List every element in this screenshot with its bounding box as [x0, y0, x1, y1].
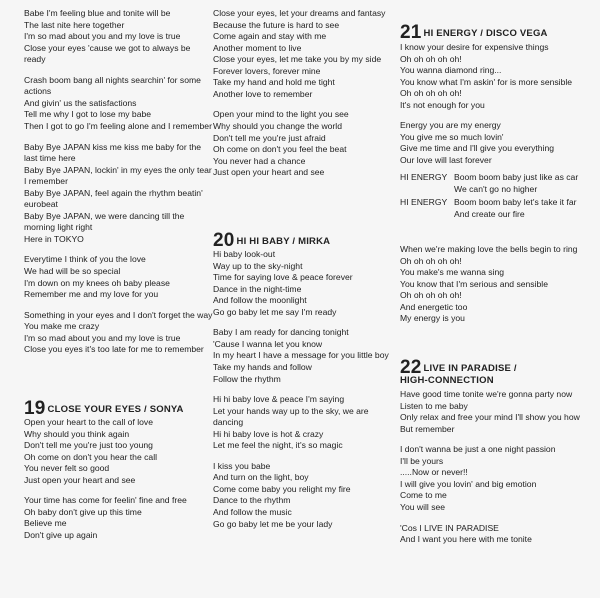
lyric-line: Because the future is hard to see	[213, 19, 340, 30]
lyric-line: You will see	[400, 501, 446, 512]
lyric-line: Close your eyes, let me take you by my side	[213, 54, 382, 65]
lyric-line: I don't wanna be just a one night passion	[400, 444, 556, 455]
lyric-line: You make me crazy	[24, 321, 100, 332]
lyric-line: But remember	[400, 423, 455, 434]
lyric-line: Our love will last forever	[400, 154, 492, 165]
lyric-line: Close your eyes, let your dreams and fantasy	[213, 8, 386, 18]
track-title: CLOSE YOUR EYES / SONYA	[47, 404, 184, 415]
lyric-line: Babe I'm feeling blue and tonite will be	[24, 8, 171, 18]
lyric-line: dancing	[213, 417, 244, 428]
lyric-line: Don't give up again	[24, 529, 98, 540]
lyric-line: actions	[24, 86, 52, 97]
lyric-line: Hi hi baby love & peace I'm saying	[213, 394, 345, 405]
track-title: LIVE IN PARADISE /	[423, 363, 517, 374]
lyric-line: Why should you think again	[24, 428, 130, 439]
lyric-line: Don't tell me you're just too young	[24, 440, 153, 451]
lyric-line: You know what I'm askin' for is more sensible	[400, 76, 573, 87]
lyric-line: Baby I am ready for dancing tonight	[213, 327, 349, 338]
lyric-line: You give me so much lovin'	[400, 131, 504, 142]
lyric-line: Follow the rhythm	[213, 373, 281, 384]
chorus-line: Boom boom baby let's take it far	[454, 196, 577, 207]
lyric-line: Forever lovers, forever mine	[213, 65, 321, 76]
lyric-line: Hi baby look-out	[213, 249, 276, 259]
lyric-line: Oh come on don't you feel the beat	[213, 144, 347, 155]
lyric-line: Dance to the rhythm	[213, 495, 291, 506]
lyric-line: Time for saying love & peace forever	[213, 272, 353, 283]
lyric-line: Come again and stay with me	[213, 31, 327, 42]
lyric-line: Don't tell me you're just afraid	[213, 132, 326, 143]
lyric-line: Open your heart to the call of love	[24, 417, 153, 427]
lyric-line: Just open your heart and see	[213, 167, 325, 178]
track-number: 20	[213, 230, 235, 251]
lyric-line: Let your hands way up to the sky, we are	[213, 405, 369, 416]
lyric-line: And energetic too	[400, 301, 468, 312]
lyric-line: Everytime I think of you the love	[24, 254, 146, 265]
lyric-line: Energy you are my energy	[400, 120, 501, 131]
lyric-line: And givin' us the satisfactions	[24, 97, 137, 108]
lyric-line: Why should you change the world	[213, 120, 342, 131]
lyric-line: Close your eyes 'cause we got to always be	[24, 42, 191, 53]
chorus-line: We can't go no higher	[454, 184, 538, 194]
lyric-line: morning light right	[24, 222, 93, 233]
chorus-line: Boom boom baby just like as car	[454, 171, 579, 182]
lyric-line: I'm down on my knees oh baby please	[24, 277, 170, 288]
track-number: 19	[24, 398, 46, 419]
lyric-line: And I want you here with me tonite	[400, 534, 532, 545]
lyric-line: Crash boom bang all nights searchin' for some	[24, 74, 201, 85]
lyric-line: Baby Bye JAPAN, we were dancing till the	[24, 210, 185, 221]
lyric-line: I know your desire for expensive things	[400, 42, 549, 52]
lyric-line: Let me feel the night, it's so magic	[213, 440, 343, 451]
lyric-line: When we're making love the bells begin to ring	[400, 244, 578, 254]
lyric-line: Open your mind to the light you see	[213, 109, 349, 120]
track-title-continued: HIGH-CONNECTION	[400, 375, 494, 386]
lyric-line: You never had a chance	[213, 155, 306, 166]
lyric-line: Here in TOKYO	[24, 233, 84, 244]
lyric-line: Come come baby you relight my fire	[213, 483, 351, 494]
lyric-line: It's not enough for you	[400, 99, 485, 110]
lyric-line: Another moment to live	[213, 42, 302, 53]
lyric-line: I'm so mad about you and my love is true	[24, 332, 181, 343]
lyric-line: eurobeat	[24, 199, 58, 210]
lyric-line: Only relax and free your mind I'll show you how	[400, 412, 580, 423]
track-title: HI ENERGY / DISCO VEGA	[423, 28, 548, 39]
lyric-line: last time here	[24, 153, 76, 164]
lyric-line: Another love to remember	[213, 88, 313, 99]
lyric-line: Take my hand and hold me tight	[213, 77, 335, 88]
lyric-line: Your time has come for feelin' fine and free	[24, 495, 187, 506]
lyric-line: Dance in the night-time	[213, 283, 302, 294]
lyric-line: The last nite here together	[24, 19, 125, 30]
chorus-line: And create our fire	[454, 209, 525, 219]
lyric-line: Go go baby let me be your lady	[213, 518, 333, 529]
lyric-line: I'm so mad about you and my love is true	[24, 31, 181, 42]
lyric-line: Way up to the sky-night	[213, 260, 303, 271]
lyric-line: You know that I'm serious and sensible	[400, 278, 548, 289]
lyric-line: In my heart I have a message for you little boy	[213, 350, 389, 361]
lyric-line: Baby Bye JAPAN, lockin' in my eyes the only tear	[24, 164, 212, 175]
lyric-line: Go go baby let me say I'm ready	[213, 306, 337, 317]
lyric-line: Baby Bye JAPAN kiss me kiss me baby for the	[24, 141, 202, 152]
lyric-line: I'll be yours	[400, 455, 444, 466]
track-number: 21	[400, 22, 422, 43]
lyric-line: Remember me and my love for you	[24, 289, 159, 300]
lyric-line: And follow the music	[213, 507, 292, 517]
lyric-line: Believe me	[24, 518, 67, 529]
lyric-line: Oh oh oh oh oh!	[400, 290, 462, 301]
lyric-line: 'Cause I wanna let you know	[213, 338, 323, 349]
track-title: HI HI BABY / MIRKA	[236, 236, 331, 247]
lyric-line: Oh come on don't you hear the call	[24, 451, 158, 462]
lyric-line: And follow the moonlight	[213, 295, 307, 306]
lyric-line: I kiss you babe	[213, 460, 271, 471]
lyric-line: Something in your eyes and I don't forget the way	[24, 309, 213, 320]
lyric-line: Then I got to go I'm feeling alone and I remember	[24, 120, 212, 131]
lyric-line: Come to me	[400, 490, 447, 501]
lyric-line: .....Now or never!!	[400, 467, 468, 478]
lyric-line: You wanna diamond ring...	[400, 65, 502, 76]
chorus-label: HI ENERGY	[400, 171, 448, 182]
lyric-line: Baby Bye JAPAN, feel again the rhythm beatin'	[24, 187, 203, 198]
lyric-line: Have good time tonite we're gonna party now	[400, 389, 573, 399]
lyric-line: Close you eyes it's too late for me to remember	[24, 344, 204, 355]
lyric-line: Give me time and I'll give you everything	[400, 143, 555, 154]
lyric-line: You make's me wanna sing	[400, 267, 505, 278]
lyric-line: Just open your heart and see	[24, 474, 136, 485]
lyric-line: Take my hands and follow	[213, 361, 312, 372]
lyric-line: Oh oh oh oh oh!	[400, 255, 462, 266]
lyric-line: 'Cos I LIVE IN PARADISE	[400, 522, 499, 533]
lyric-line: Tell me why I got to lose my babe	[24, 109, 152, 120]
lyric-line: Listen to me baby	[400, 400, 468, 411]
lyric-line: ready	[24, 54, 46, 65]
lyric-line: I will give you lovin' and big emotion	[400, 478, 537, 489]
lyric-line: And turn on the light, boy	[213, 472, 309, 483]
lyric-line: You never felt so good	[24, 463, 110, 474]
lyric-line: I remember	[24, 176, 68, 187]
lyric-line: Oh baby don't give up this time	[24, 506, 142, 517]
section-21-title	[400, 22, 548, 44]
lyric-line: Hi hi baby love is hot & crazy	[213, 428, 324, 439]
lyric-line: We had will be so special	[24, 266, 121, 276]
chorus-label: HI ENERGY	[400, 196, 448, 207]
track-number: 22	[400, 357, 422, 378]
lyric-line: Oh oh oh oh oh!	[400, 88, 462, 99]
lyric-line: My energy is you	[400, 313, 465, 324]
lyric-line: Oh oh oh oh oh!	[400, 53, 462, 64]
